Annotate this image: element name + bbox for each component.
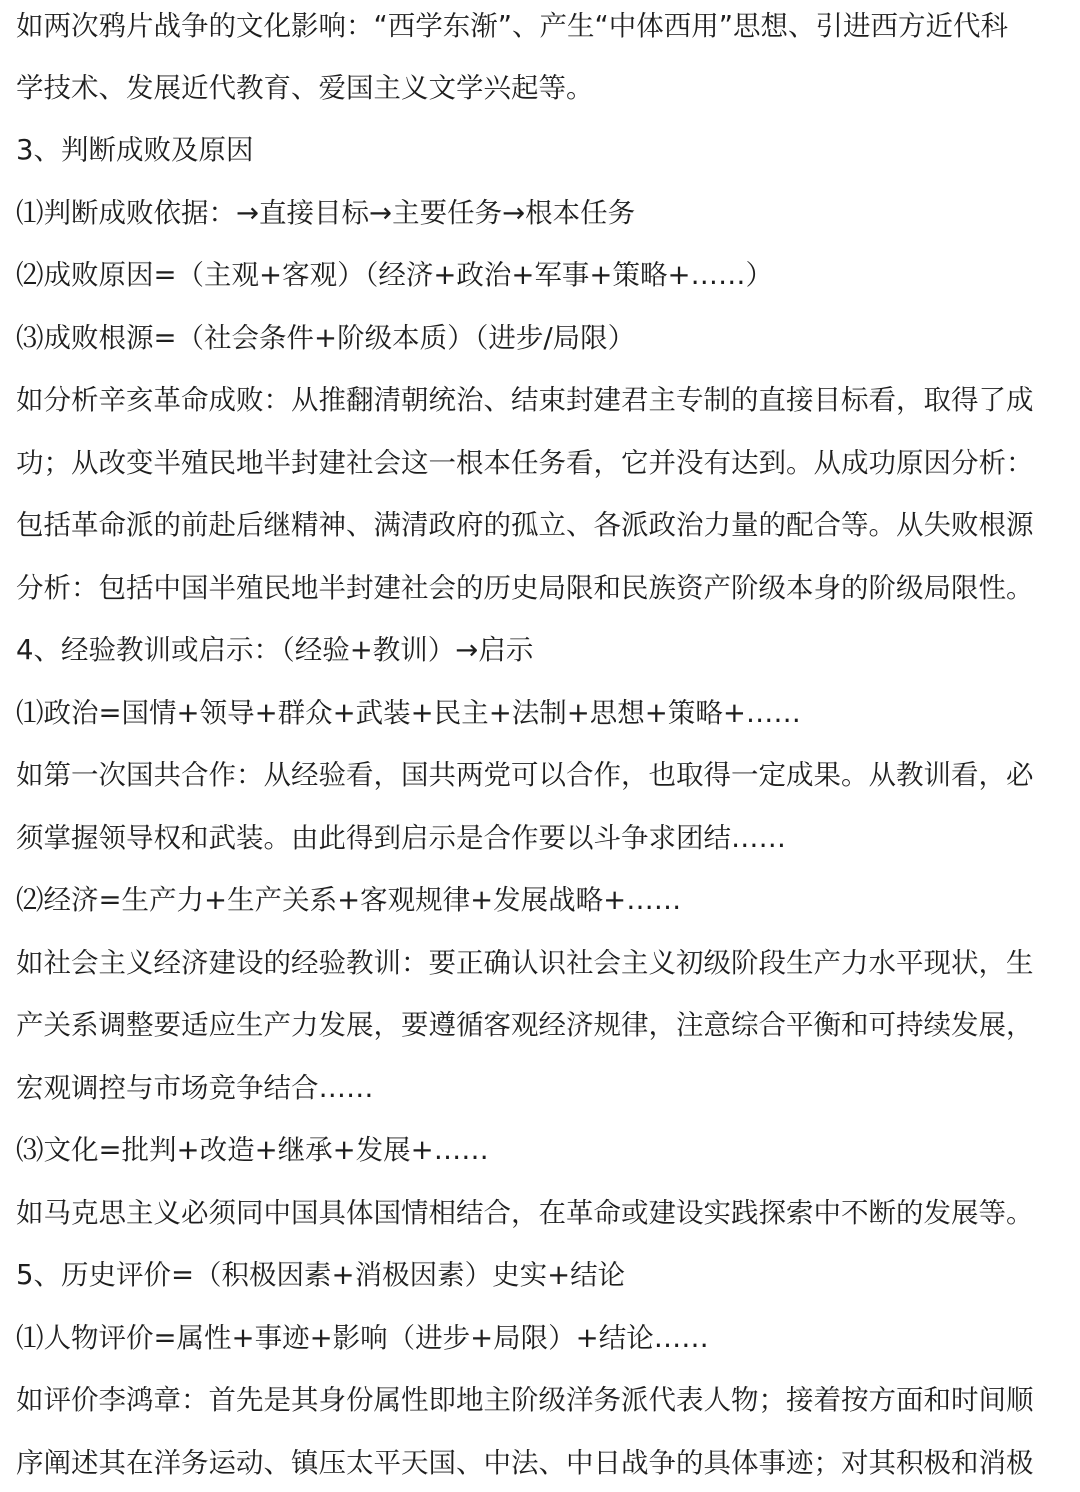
section-heading-5: 5、历史评价=（积极因素+消极因素）史实+结论 bbox=[16, 1259, 626, 1291]
text-line: 序阐述其在洋务运动、镇压太平天国、中法、中日战争的具体事迹；对其积极和消极 bbox=[16, 1447, 1034, 1479]
section-heading-4: 4、经验教训或启示：（经验+教训）→启示 bbox=[16, 634, 534, 666]
text-line: ⑴判断成败依据：→直接目标→主要任务→根本任务 bbox=[16, 197, 636, 229]
text-line: ⑶文化=批判+改造+继承+发展+…… bbox=[16, 1134, 489, 1166]
text-line: ⑵经济=生产力+生产关系+客观规律+发展战略+…… bbox=[16, 884, 682, 916]
text-line: 产关系调整要适应生产力发展，要遵循客观经济规律，注意综合平衡和可持续发展， bbox=[16, 1009, 1034, 1041]
text-line: 如分析辛亥革命成败：从推翻清朝统治、结束封建君主专制的直接目标看，取得了成 bbox=[16, 384, 1034, 416]
text-line: 功；从改变半殖民地半封建社会这一根本任务看，它并没有达到。从成功原因分析： bbox=[16, 447, 1034, 479]
text-line: ⑶成败根源=（社会条件+阶级本质）（进步/局限） bbox=[16, 322, 636, 354]
text-line: 如马克思主义必须同中国具体国情相结合，在革命或建设实践探索中不断的发展等。 bbox=[16, 1197, 1034, 1229]
text-line: 如社会主义经济建设的经验教训：要正确认识社会主义初级阶段生产力水平现状，生 bbox=[16, 947, 1034, 979]
text-line: ⑴人物评价=属性+事迹+影响（进步+局限）+结论…… bbox=[16, 1322, 709, 1354]
text-line: ⑴政治=国情+领导+群众+武装+民主+法制+思想+策略+…… bbox=[16, 697, 801, 729]
text-line: 宏观调控与市场竞争结合…… bbox=[16, 1072, 374, 1104]
section-heading-3: 3、判断成败及原因 bbox=[16, 134, 254, 166]
text-line: 分析：包括中国半殖民地半封建社会的历史局限和民族资产阶级本身的阶级局限性。 bbox=[16, 572, 1034, 604]
text-line: 须掌握领导权和武装。由此得到启示是合作要以斗争求团结…… bbox=[16, 822, 786, 854]
text-line: 如评价李鸿章：首先是其身份属性即地主阶级洋务派代表人物；接着按方面和时间顺 bbox=[16, 1384, 1034, 1416]
text-line: 如第一次国共合作：从经验看，国共两党可以合作，也取得一定成果。从教训看，必 bbox=[16, 759, 1034, 791]
text-line: 包括革命派的前赴后继精神、满清政府的孤立、各派政治力量的配合等。从失败根源 bbox=[16, 509, 1034, 541]
text-line: ⑵成败原因=（主观+客观）（经济+政治+军事+策略+……） bbox=[16, 259, 773, 291]
text-line: 学技术、发展近代教育、爱国主义文学兴起等。 bbox=[16, 72, 594, 104]
text-line: 如两次鸦片战争的文化影响：“西学东渐”、产生“中体西用”思想、引进西方近代科 bbox=[16, 10, 1008, 42]
